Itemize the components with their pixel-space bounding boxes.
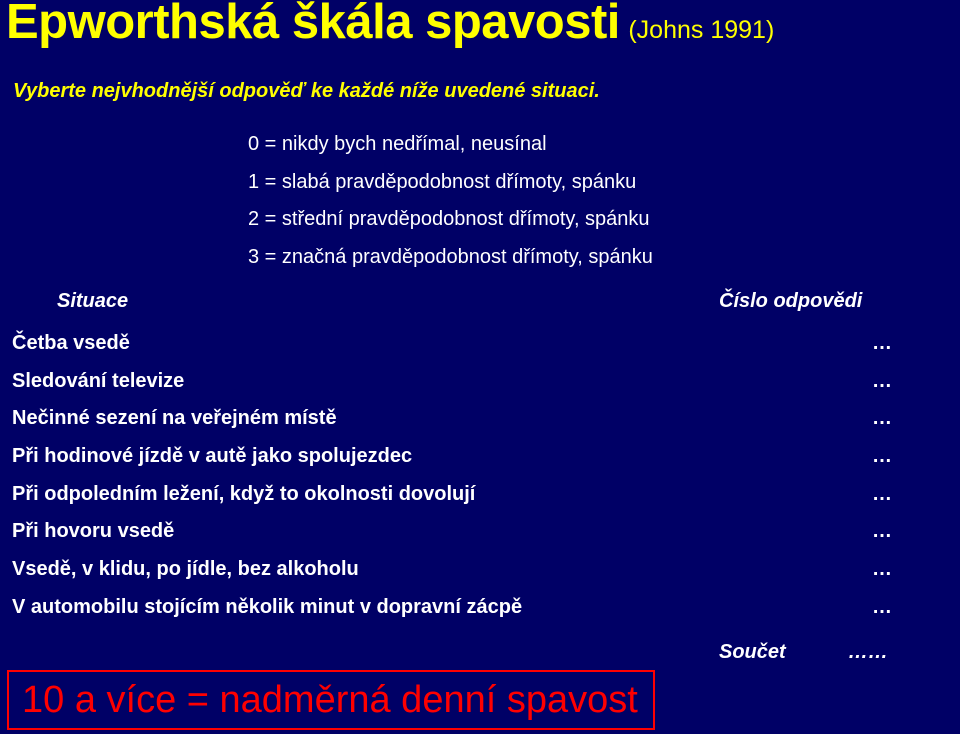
instruction-text: Vyberte nejvhodnější odpověď ke každé níže uvedené situaci.: [13, 80, 600, 102]
sum-placeholder: ……: [848, 641, 888, 663]
threshold-note-text: 10 a více = nadměrná denní spavost: [22, 679, 638, 721]
situation-label: Nečinné sezení na veřejném místě: [12, 407, 337, 430]
answer-placeholder: …: [872, 407, 892, 430]
answer-placeholder: …: [872, 482, 892, 505]
situation-label: Vsedě, v klidu, po jídle, bez alkoholu: [12, 558, 359, 581]
situation-label: Sledování televize: [12, 369, 185, 392]
table-row: [12, 513, 912, 551]
title-citation: (Johns 1991): [628, 16, 775, 44]
table-row: [12, 363, 912, 401]
scale-item: 1 = slabá pravděpodobnost dřímoty, spánku: [248, 170, 637, 193]
situation-list: [12, 325, 912, 627]
situation-label: Při odpoledním ležení, když to okolnosti dovolují: [12, 482, 476, 505]
scale-item: 3 = značná pravděpodobnost dřímoty, spánku: [248, 245, 653, 268]
answer-placeholder: …: [872, 369, 892, 392]
answer-scale: [248, 126, 653, 276]
table-row: [12, 589, 912, 627]
title-main: Epworthská škála spavosti: [6, 0, 620, 49]
answer-placeholder: …: [872, 558, 892, 581]
answer-placeholder: …: [872, 332, 892, 354]
column-header-situation: Situace: [57, 290, 129, 312]
column-header-answer: Číslo odpovědi: [719, 290, 863, 312]
threshold-note-box: [7, 670, 655, 730]
situation-label: Při hodinové jízdě v autě jako spolujezdec: [12, 445, 413, 468]
answer-placeholder: …: [872, 520, 892, 543]
sum-label: Součet: [719, 641, 786, 663]
situation-label: Četba vsedě: [12, 332, 130, 354]
table-row: [12, 438, 912, 476]
scale-item: 0 = nikdy bych nedřímal, neusínal: [248, 133, 547, 155]
situation-label: Při hovoru vsedě: [12, 520, 175, 543]
table-row: [12, 476, 912, 514]
scale-item: 2 = střední pravděpodobnost dřímoty, spánku: [248, 208, 650, 230]
page-title: [6, 0, 774, 50]
table-row: [12, 400, 912, 438]
situation-label: V automobilu stojícím několik minut v dopravní zácpě: [12, 595, 523, 618]
table-row: [12, 325, 912, 363]
table-row: [12, 551, 912, 589]
answer-placeholder: …: [872, 595, 892, 618]
answer-placeholder: …: [872, 445, 892, 468]
